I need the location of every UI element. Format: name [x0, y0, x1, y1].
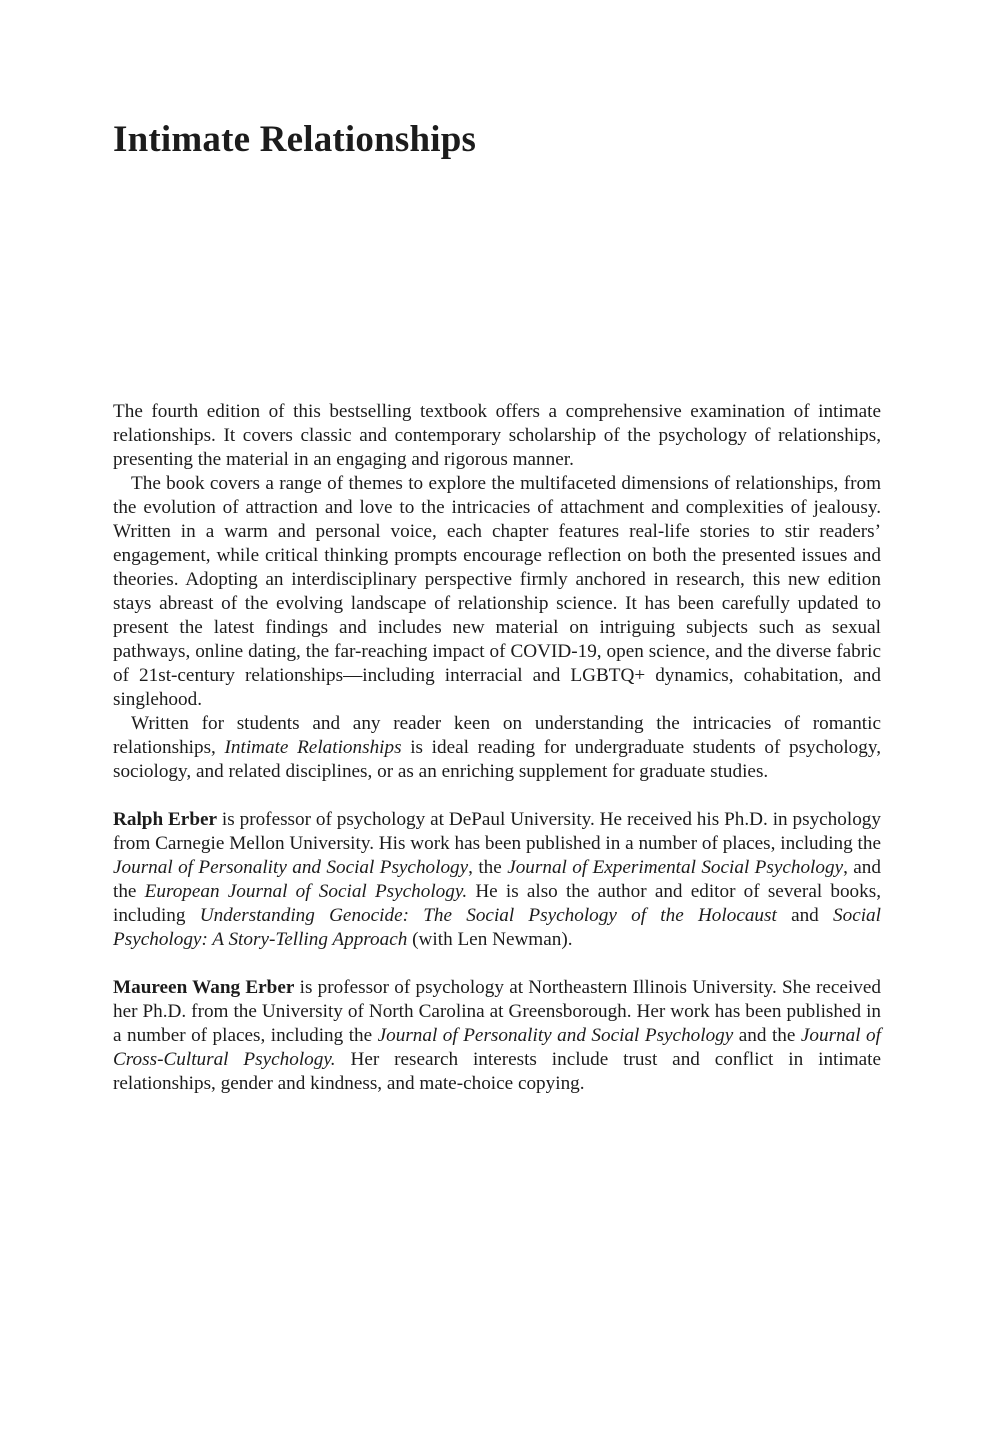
book-title: Social Psychology: A Story-Telling Approach: [113, 905, 881, 950]
page-title: Intimate Relationships: [113, 119, 477, 160]
bio-text: , the: [468, 857, 508, 878]
book-title-italic: Intimate Relationships: [224, 737, 402, 758]
blurb-paragraph-1: The fourth edition of this bestselling textbook offers a comprehensive examination of intimate relationships. It covers classic and contemporary scholarship of the psychology of relationships, presenting the material in an engaging and rigorous manner.: [113, 401, 881, 470]
blurb-p3-text-1: Written for students and any reader keen on understanding the intricacies of romantic relationships,: [113, 713, 881, 758]
journal-title: Journal of Cross-Cultural Psychology.: [113, 1025, 881, 1070]
page-content: [113, 400, 881, 1096]
journal-title: Journal of Personality and Social Psychology: [377, 1025, 734, 1046]
author-bio-ralph-erber: [113, 808, 881, 952]
bio-text: is professor of psychology at Northeastern Illinois University. She received her Ph.D. from the University of North Carolina at Greensborough. Her work has been published in a number of places, including the: [113, 977, 881, 1046]
bio-text: and the: [733, 1025, 801, 1046]
blurb-paragraph-2: The book covers a range of themes to explore the multifaceted dimensions of relationships, from the evolution of attraction and love to the intricacies of attachment and complexities of jealousy. Written in a warm and personal voice, each chapter features real-life stories to stir readers’ engagement, while critical thinking prompts encourage reflection on both the presented issues and theories. Adopting an interdisciplinary perspective firmly anchored in research, this new edition stays abreast of the evolving landscape of relationship science. It has been carefully updated to present the latest findings and includes new material on intriguing subjects such as sexual pathways, online dating, the far-reaching impact of COVID-19, open science, and the diverse fabric of 21st-century relationships—including interracial and LGBTQ+ dynamics, cohabitation, and singlehood.: [113, 473, 881, 710]
bio-text: He is also the author and editor of several books, including: [113, 881, 881, 926]
author-bio-maureen-wang-erber: [113, 976, 881, 1096]
bio-text: is professor of psychology at DePaul University. He received his Ph.D. in psychology from Carnegie Mellon University. His work has been published in a number of places, including the: [113, 809, 881, 854]
book-title: Understanding Genocide: The Social Psychology of the Holocaust: [199, 905, 777, 926]
blurb-paragraph-3: [113, 712, 881, 784]
journal-title: Journal of Personality and Social Psychology: [113, 857, 469, 878]
journal-title: European Journal of Social Psychology.: [144, 881, 468, 902]
bio-text: and: [776, 905, 834, 926]
bio-text: (with Len Newman).: [407, 929, 573, 950]
bio-text: Her research interests include trust and conflict in intimate relationships, gender and kindness, and mate-choice copying.: [113, 1049, 881, 1094]
journal-title: Journal of Experimental Social Psychology: [507, 857, 844, 878]
author-name: Ralph Erber: [113, 809, 218, 830]
author-name: Maureen Wang Erber: [113, 977, 295, 998]
blurb-p3-text-2: is ideal reading for undergraduate students of psychology, sociology, and related disciplines, or as an enriching supplement for graduate studies.: [113, 737, 881, 782]
bio-text: , and the: [113, 857, 881, 902]
